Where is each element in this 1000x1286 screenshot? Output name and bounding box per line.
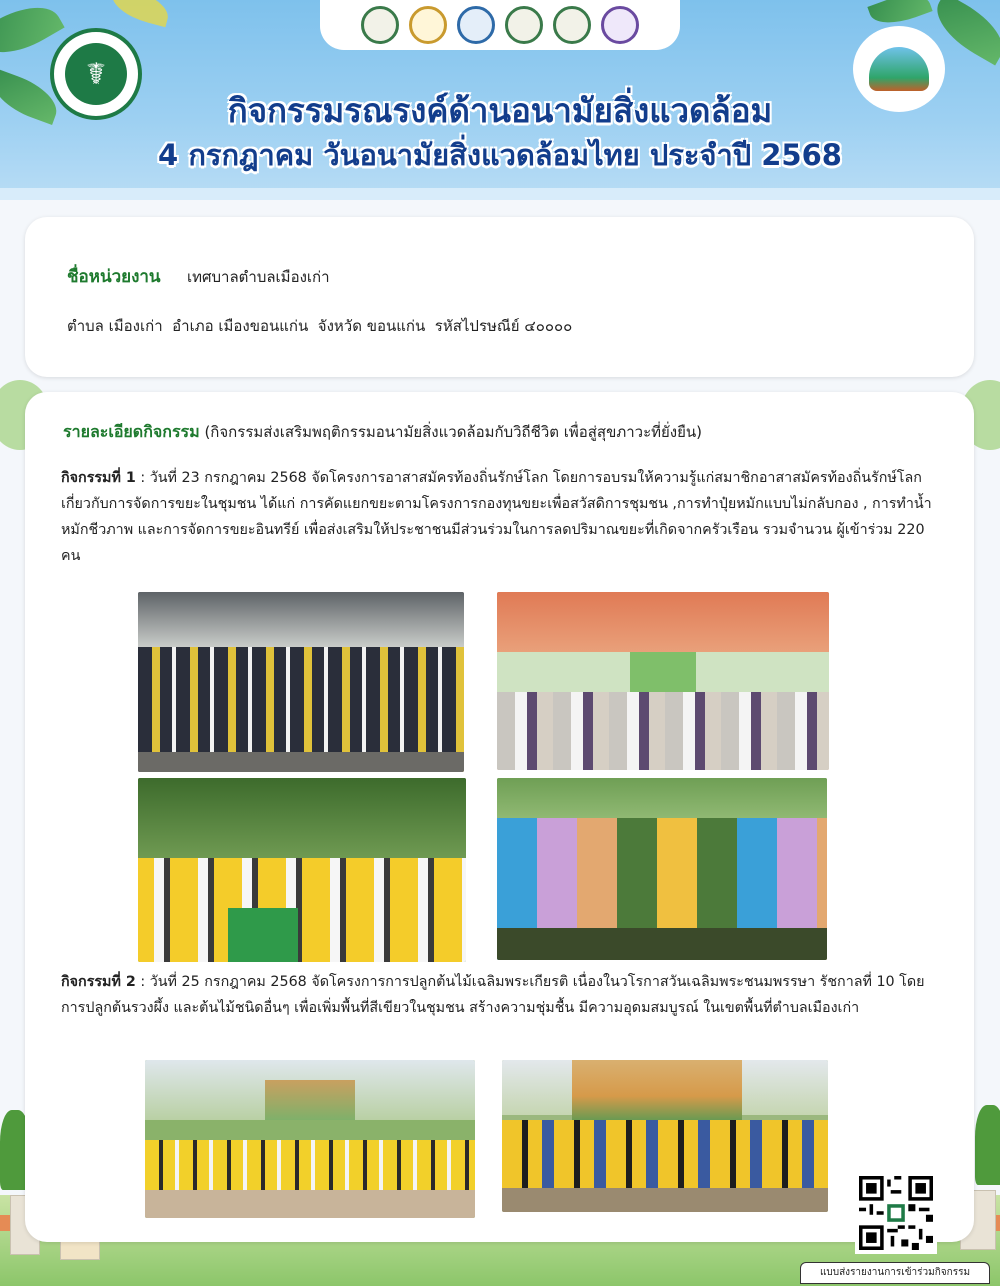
report-qr-code[interactable] [855,1172,937,1254]
page-title-line1: กิจกรรมรณรงค์ด้านอนามัยสิ่งแวดล้อม [227,91,773,130]
partner-logo-6-icon [601,6,639,44]
activity-1-label: กิจกรรมที่ 1 [61,470,136,486]
partner-logo-1-icon [361,6,399,44]
details-label: รายละเอียดกิจกรรม [63,422,200,441]
activity-details-card [25,392,974,1242]
tree-decoration [975,1105,1000,1185]
partner-logo-5-icon [553,6,591,44]
partner-logo-4-icon [505,6,543,44]
activity-1-photo-training-group [138,592,464,772]
activity-2-photo-tree-planting-group [145,1060,475,1218]
details-subtitle: (กิจกรรมส่งเสริมพฤติกรรมอนามัยสิ่งแวดล้อมกับวิถีชีวิต เพื่อสู่สุขภาวะที่ยั่งยืน) [199,423,703,441]
unit-address: ตำบล เมืองเก่า อำเภอ เมืองขอนแก่น จังหวัด ขอนแก่น รหัสไปรษณีย์ ๔๐๐๐๐ [67,317,573,335]
partner-logo-strip [320,0,680,50]
caduceus-icon: ☤ [65,43,127,105]
activity-1-photo-seminar [497,592,829,770]
partner-logo-3-icon [457,6,495,44]
activity-1-description: : วันที่ 23 กรกฎาคม 2568 จัดโครงการอาสาสมัครท้องถิ่นรักษ์โลก โดยการอบรมให้ความรู้แก่สมาชิกอาสาสมัครท้องถิ่นรักษ์โลก เกี่ยวกับการจัดการขยะในชุมชน ได้แก่ การคัดแยกขยะตามโครงการกองทุนขยะเพื่อสวัสดิการชุมชน ,การทำปุ๋ยหมักแบบไม่กลับกอง , การทำน้ำหมักชีวภาพ และการจัดการขยะอินทรีย์ เพื่อส่งเสริมให้ประชาชนมีส่วนร่วมในการลดปริมาณขยะที่เกิดจากครัวเรือน รวมจำนวน ผู้เข้าร่วม 220 คน [61,470,932,564]
activity-1-photo-garden-compost [497,778,827,960]
page-title-line2: 4 กรกฎาคม วันอนามัยสิ่งแวดล้อมไทย ประจำปี 2568 [158,138,842,172]
activity-2-text [61,969,941,1021]
unit-label: ชื่อหน่วยงาน [67,267,161,287]
activity-2-description: : วันที่ 25 กรกฎาคม 2568 จัดโครงการการปลูกต้นไม้เฉลิมพระเกียรติ เนื่องในวโรกาสวันเฉลิมพระชนมพรรษา รัชกาลที่ 10 โดยการปลูกต้นรวงผึ้ง และต้นไม้ชนิดอื่นๆ เพื่อเพิ่มพื้นที่สีเขียวในชุมชน สร้างความชุ่มชื้น มีความอุดมสมบูรณ์ ในเขตพื้นที่ตำบลเมืองเก่า [61,974,925,1016]
activity-1-photo-compost-bin [138,778,466,962]
activity-2-label: กิจกรรมที่ 2 [61,974,136,990]
qr-code-icon [859,1176,933,1250]
qr-caption: แบบส่งรายงานการเข้าร่วมกิจกรรม [800,1262,990,1284]
unit-name: เทศบาลตำบลเมืองเก่า [187,268,330,286]
unit-info-card [25,217,974,377]
details-heading [63,420,702,445]
activity-2-photo-officials-planting [502,1060,828,1212]
partner-logo-2-icon [409,6,447,44]
leaf-decoration-icon [107,0,172,27]
activity-1-text [61,465,941,569]
header-banner [0,0,1000,200]
